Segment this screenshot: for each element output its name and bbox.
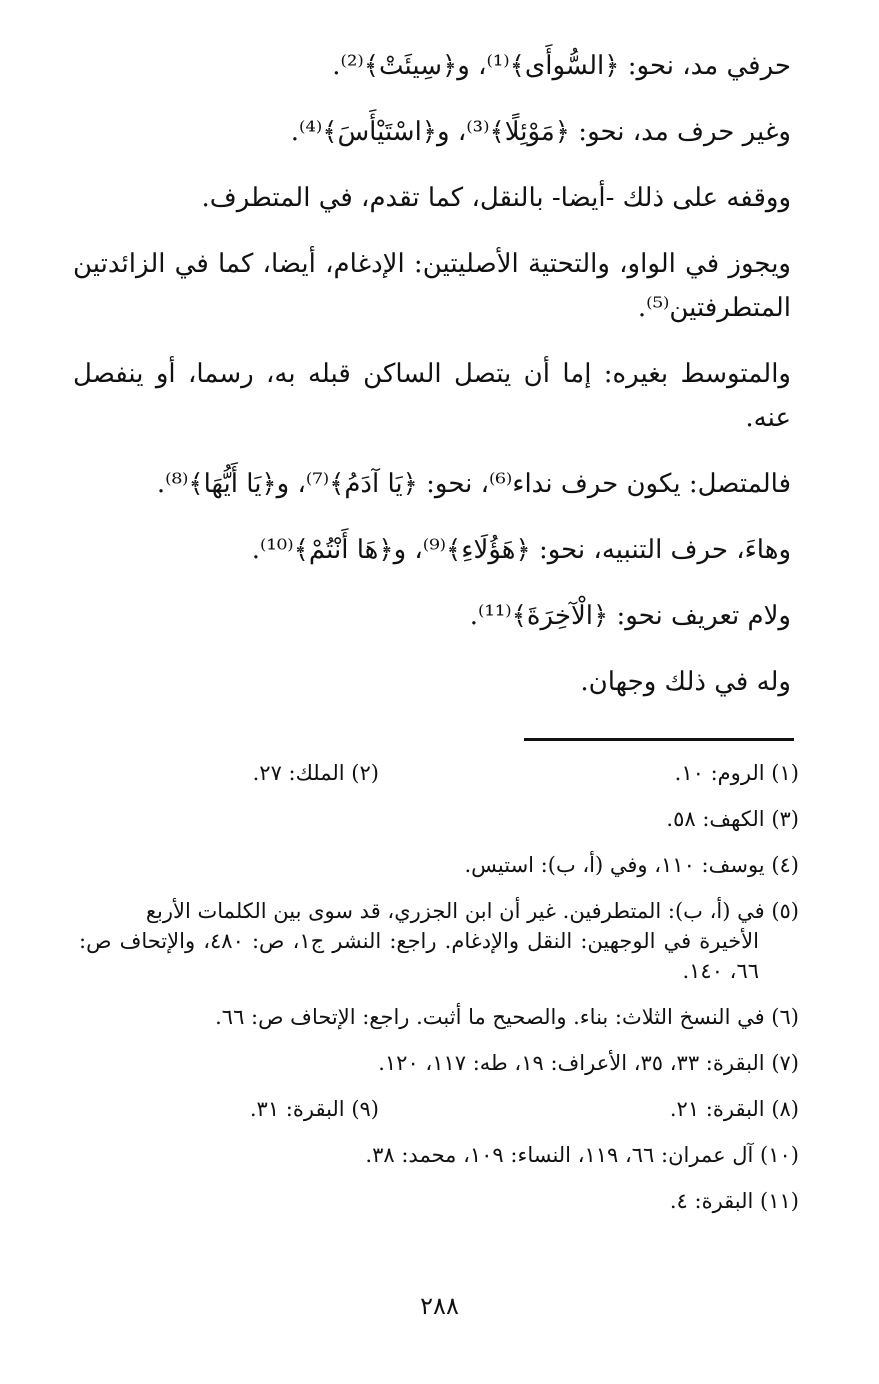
- text-line-1: حرفي مد، نحو: ﴿السُّوأَى﴾⁽¹⁾، و﴿سِيئَتْ﴾⁽²⁾.: [332, 51, 791, 81]
- text-line-5: والمتوسط بغيره: إما أن يتصل الساكن قبله به، رسما، أو ينفصل عنه.: [73, 359, 791, 433]
- text-line-7: وهاءَ، حرف التنبيه، نحو: ﴿هَؤُلَاءِ﴾⁽⁹⁾، و﴿هَا أَنْتُمْ﴾⁽¹⁰⁾.: [251, 535, 791, 565]
- footnote-3: (٣) الكهف: ٥٨.: [666, 807, 799, 831]
- footnote-6: (٦) في النسخ الثلاث: بناء. والصحيح ما أثبت. راجع: الإتحاف ص: ٦٦.: [215, 1005, 799, 1029]
- text-line-2: وغير حرف مد، نحو: ﴿مَوْئِلًا﴾⁽³⁾، و﴿اسْتَيْأَسَ﴾⁽⁴⁾.: [290, 117, 791, 147]
- footnote-5-first: (٥) في (أ، ب): المتطرفين. غير أن ابن الجزري، قد سوى بين الكلمات الأربع: [145, 899, 799, 923]
- page-number: ٢٨٨: [420, 1292, 459, 1320]
- footnote-10: (١٠) آل عمران: ٦٦، ١١٩، النساء: ١٠٩، محمد: ٣٨.: [365, 1143, 799, 1167]
- footnote-7: (٧) البقرة: ٣٣، ٣٥، الأعراف: ١٩، طه: ١١٧، ١٢٠.: [378, 1051, 799, 1075]
- footnote-11: (١١) البقرة: ٤.: [669, 1189, 799, 1213]
- footnote-5-rest: الأخيرة في الوجهين: النقل والإدغام. راجع: النشر ج١، ص: ٤٨٠، والإتحاف ص: ٦٦، ١٤٠.: [79, 929, 759, 983]
- text-line-3: ووقفه على ذلك -أيضا- بالنقل، كما تقدم، في المتطرف.: [201, 183, 791, 213]
- footnote-separator: [524, 738, 794, 741]
- footnote-2: (٢) الملك: ٢٧.: [252, 761, 379, 785]
- footnote-row: [79, 1094, 799, 1124]
- text-paragraph-4: ويجوز في الواو، والتحتية الأصليتين: الإدغام، أيضا، كما في الزائدتين المتطرفتين⁽⁵⁾.: [73, 249, 791, 323]
- main-text: [73, 44, 791, 704]
- footnotes: [79, 758, 799, 1232]
- text-line-9: وله في ذلك وجهان.: [580, 667, 791, 697]
- footnote-8: (٨) البقرة: ٢١.: [669, 1097, 799, 1121]
- footnote-4: (٤) يوسف: ١١٠، وفي (أ، ب): استيس.: [464, 853, 799, 877]
- footnote-9: (٩) البقرة: ٣١.: [249, 1097, 379, 1121]
- footnote-5: [79, 896, 799, 986]
- text-line-6: فالمتصل: يكون حرف نداء⁽⁶⁾، نحو: ﴿يَا آدَمُ﴾⁽⁷⁾، و﴿يَا أَيُّهَا﴾⁽⁸⁾.: [156, 469, 791, 499]
- text-line-8: ولام تعريف نحو: ﴿الْآخِرَةَ﴾⁽¹¹⁾.: [469, 601, 791, 631]
- footnote-1: (١) الروم: ١٠.: [674, 761, 799, 785]
- footnote-row: [79, 758, 799, 788]
